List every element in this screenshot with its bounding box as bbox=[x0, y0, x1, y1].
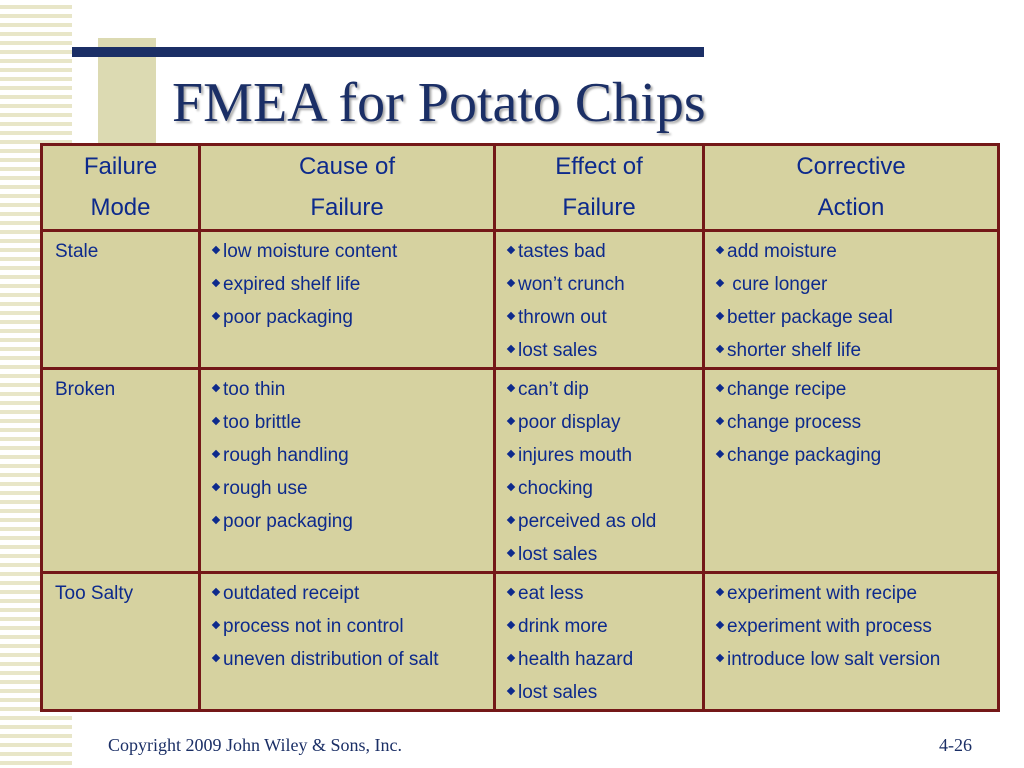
list-item-text: better package seal bbox=[727, 307, 893, 328]
table-header-row bbox=[42, 145, 999, 231]
page-number: 4-26 bbox=[939, 735, 972, 755]
diamond-bullet-icon bbox=[716, 279, 724, 287]
list-item-text: lost sales bbox=[518, 340, 598, 361]
effect-cell bbox=[495, 231, 704, 369]
diamond-bullet-icon bbox=[507, 279, 515, 287]
diamond-bullet-icon bbox=[507, 483, 515, 491]
list-item bbox=[715, 301, 997, 334]
diamond-bullet-icon bbox=[716, 384, 724, 392]
header-line: Mode bbox=[90, 194, 151, 221]
list-item-text: perceived as old bbox=[518, 511, 657, 532]
diamond-bullet-icon bbox=[507, 687, 515, 695]
diamond-bullet-icon bbox=[716, 621, 724, 629]
header-line: Failure bbox=[83, 153, 158, 180]
list-item bbox=[211, 301, 493, 334]
list-item-text: expired shelf life bbox=[223, 274, 361, 295]
list-item-text: change packaging bbox=[727, 445, 882, 466]
list-item-text: poor packaging bbox=[223, 307, 353, 328]
list-item-text: rough handling bbox=[223, 445, 349, 466]
diamond-bullet-icon bbox=[507, 588, 515, 596]
list-item-text: experiment with process bbox=[727, 616, 932, 637]
header-line: Effect of bbox=[555, 153, 643, 180]
action-list bbox=[705, 370, 997, 472]
cause-list bbox=[201, 574, 493, 676]
list-item bbox=[211, 643, 493, 676]
diamond-bullet-icon bbox=[716, 588, 724, 596]
list-item-text: cure longer bbox=[727, 274, 828, 295]
list-item-text: chocking bbox=[518, 478, 593, 499]
list-item-text: poor packaging bbox=[223, 511, 353, 532]
cause-list bbox=[201, 370, 493, 538]
list-item-text: eat less bbox=[518, 583, 584, 604]
header-line: Cause of bbox=[298, 153, 396, 180]
action-list bbox=[705, 574, 997, 676]
diamond-bullet-icon bbox=[507, 450, 515, 458]
diamond-bullet-icon bbox=[716, 345, 724, 353]
cause-list bbox=[201, 232, 493, 334]
list-item-text: uneven distribution of salt bbox=[223, 649, 439, 670]
slide-title: FMEA for Potato Chips bbox=[172, 72, 706, 134]
failure-mode-cell bbox=[42, 231, 200, 369]
copyright-footer: Copyright 2009 John Wiley & Sons, Inc. bbox=[108, 735, 402, 755]
list-item bbox=[506, 439, 702, 472]
failure-mode-text: Stale bbox=[55, 241, 99, 262]
failure-mode-text: Too Salty bbox=[55, 583, 134, 604]
header-line: Action bbox=[817, 194, 885, 221]
list-item-text: change process bbox=[727, 412, 862, 433]
diamond-bullet-icon bbox=[507, 246, 515, 254]
diamond-bullet-icon bbox=[212, 588, 220, 596]
diamond-bullet-icon bbox=[212, 483, 220, 491]
list-item bbox=[211, 505, 493, 538]
list-item bbox=[506, 577, 702, 610]
list-item-text: add moisture bbox=[727, 241, 837, 262]
header-line: Failure bbox=[310, 194, 384, 221]
list-item-text: lost sales bbox=[518, 682, 598, 703]
list-item bbox=[211, 373, 493, 406]
list-item-text: change recipe bbox=[727, 379, 847, 400]
list-item-text: injures mouth bbox=[518, 445, 633, 466]
diamond-bullet-icon bbox=[507, 345, 515, 353]
list-item-text: low moisture content bbox=[223, 241, 398, 262]
cause-cell bbox=[200, 573, 495, 711]
table-row bbox=[42, 231, 999, 369]
list-item bbox=[715, 610, 997, 643]
action-cell bbox=[704, 231, 999, 369]
list-item-text: thrown out bbox=[518, 307, 607, 328]
list-item-text: introduce low salt version bbox=[727, 649, 941, 670]
action-cell bbox=[704, 369, 999, 573]
diamond-bullet-icon bbox=[507, 312, 515, 320]
cause-cell bbox=[200, 231, 495, 369]
list-item bbox=[211, 577, 493, 610]
list-item bbox=[211, 268, 493, 301]
list-item bbox=[715, 373, 997, 406]
list-item bbox=[211, 235, 493, 268]
title-rule bbox=[72, 47, 704, 57]
list-item bbox=[506, 472, 702, 505]
list-item bbox=[715, 439, 997, 472]
list-item bbox=[506, 643, 702, 676]
action-list bbox=[705, 232, 997, 367]
effect-cell bbox=[495, 369, 704, 573]
diamond-bullet-icon bbox=[212, 312, 220, 320]
diamond-bullet-icon bbox=[212, 654, 220, 662]
list-item-text: too brittle bbox=[223, 412, 302, 433]
diamond-bullet-icon bbox=[212, 417, 220, 425]
list-item bbox=[506, 538, 702, 571]
diamond-bullet-icon bbox=[716, 654, 724, 662]
list-item bbox=[506, 406, 702, 439]
list-item bbox=[211, 439, 493, 472]
table-row bbox=[42, 369, 999, 573]
list-item bbox=[211, 610, 493, 643]
list-item-text: rough use bbox=[223, 478, 308, 499]
table-row bbox=[42, 573, 999, 711]
diamond-bullet-icon bbox=[212, 450, 220, 458]
diamond-bullet-icon bbox=[507, 516, 515, 524]
effect-list bbox=[496, 574, 702, 709]
list-item-text: poor display bbox=[518, 412, 621, 433]
header-cause-of-failure bbox=[200, 145, 495, 231]
diamond-bullet-icon bbox=[212, 516, 220, 524]
header-failure-mode bbox=[42, 145, 200, 231]
list-item bbox=[506, 676, 702, 709]
list-item bbox=[506, 268, 702, 301]
failure-mode-text: Broken bbox=[55, 379, 116, 400]
list-item bbox=[715, 334, 997, 367]
diamond-bullet-icon bbox=[507, 621, 515, 629]
list-item bbox=[715, 643, 997, 676]
diamond-bullet-icon bbox=[212, 384, 220, 392]
effect-list bbox=[496, 232, 702, 367]
list-item bbox=[715, 406, 997, 439]
list-item bbox=[506, 505, 702, 538]
list-item bbox=[715, 268, 997, 301]
diamond-bullet-icon bbox=[507, 417, 515, 425]
header-corrective-action bbox=[704, 145, 999, 231]
list-item-text: too thin bbox=[223, 379, 286, 400]
header-effect-of-failure bbox=[495, 145, 704, 231]
header-line: Corrective bbox=[796, 153, 906, 180]
list-item bbox=[506, 373, 702, 406]
list-item-text: shorter shelf life bbox=[727, 340, 862, 361]
diamond-bullet-icon bbox=[716, 246, 724, 254]
effect-list bbox=[496, 370, 702, 571]
list-item bbox=[715, 577, 997, 610]
cause-cell bbox=[200, 369, 495, 573]
list-item-text: health hazard bbox=[518, 649, 634, 670]
list-item bbox=[506, 301, 702, 334]
diamond-bullet-icon bbox=[716, 417, 724, 425]
diamond-bullet-icon bbox=[212, 621, 220, 629]
fmea-table bbox=[40, 143, 1000, 712]
diamond-bullet-icon bbox=[212, 246, 220, 254]
list-item-text: won’t crunch bbox=[518, 274, 625, 295]
header-line: Failure bbox=[562, 194, 636, 221]
failure-mode-cell bbox=[42, 573, 200, 711]
effect-cell bbox=[495, 573, 704, 711]
list-item bbox=[506, 610, 702, 643]
list-item bbox=[211, 472, 493, 505]
list-item bbox=[715, 235, 997, 268]
list-item bbox=[211, 406, 493, 439]
list-item-text: drink more bbox=[518, 616, 608, 637]
diamond-bullet-icon bbox=[716, 450, 724, 458]
list-item-text: experiment with recipe bbox=[727, 583, 918, 604]
diamond-bullet-icon bbox=[507, 384, 515, 392]
action-cell bbox=[704, 573, 999, 711]
list-item-text: process not in control bbox=[223, 616, 404, 637]
diamond-bullet-icon bbox=[507, 549, 515, 557]
list-item bbox=[506, 334, 702, 367]
diamond-bullet-icon bbox=[716, 312, 724, 320]
list-item-text: outdated receipt bbox=[223, 583, 360, 604]
list-item bbox=[506, 235, 702, 268]
diamond-bullet-icon bbox=[507, 654, 515, 662]
list-item-text: tastes bad bbox=[518, 241, 606, 262]
diamond-bullet-icon bbox=[212, 279, 220, 287]
failure-mode-cell bbox=[42, 369, 200, 573]
list-item-text: lost sales bbox=[518, 544, 598, 565]
list-item-text: can’t dip bbox=[518, 379, 589, 400]
